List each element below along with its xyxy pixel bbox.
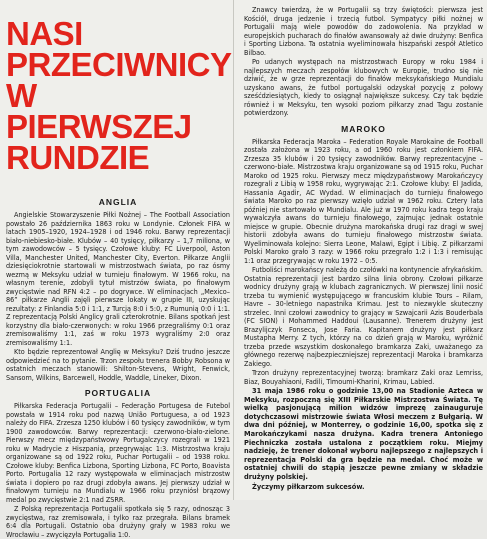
right-column [236, 0, 487, 500]
intro-paragraph-1: Znawcy twierdzą, że w Portugalii są trzy świętości: pierwsza jest Kościół, druga jedzenie i trzecią futbol. Sympatycy piłki nożnej w Portugalii mają wiele powodów do zadowolenia. Na przykład w europejskich pucharach do finałów awansowały aż dwie drużyny: Benfica i Sporting Lizbona. Ta ostatnia wyeliminowała hiszpański zespół Atletico Bilbao. [244, 5, 483, 57]
section-heading-anglia: ANGLIA [98, 197, 138, 207]
maroko-paragraph-3: Trzon drużyny reprezentacyjnej tworzą: bramkarz Zaki oraz Lemriss, Biaz, Bouyahiaoni, Fadili, Timoumi-Kharini, Krimau, Labied. [244, 368, 483, 386]
portugalia-paragraph-1: Piłkarska Federacja Portugalii – Federação Portugesa de Futebol powstała w 1914 roku pod nazwą União Portuguesa, a od 1923 należy do FIFA. Zrzesza 1250 klubów i 60 tysięcy zawodników, w tym 1900 zawodowców. Barwy reprezentacji: czerwono-biało-zielone. Pierwszy mecz międzypaństwowy Portugalczycy rozegrali w 1921 roku w Madrycie z Hiszpanią, przegrywając 1:3. Mistrzostwa kraju organizowane są od 1922 roku, Puchar Portugalii – od 1938 roku. Czołowe kluby: Benfica Lizbona, Sporting Lizbona, FC Porto, Boavista Porto. Portugalia 12 razy występowała w eliminacjach mistrzostw świata i dopiero po raz drugi zdobyła awans. Jej pierwszy udział w finałowym turnieju na Mundialu w 1966 roku przyniósł brązowy medal po zwycięstwie 2:1 nad ZSRR. [6, 401, 230, 504]
page-title [6, 15, 232, 176]
left-column [0, 0, 232, 539]
title-line-4: RUNDZIE [6, 139, 150, 176]
maroko-paragraph-1: Piłkarska Federacja Maroka – Federation Royale Marokaine de Football została założona w 1923 roku, a od 1960 roku jest członkiem FIFA. Zrzesza 35 klubów i 20 tysięcy zawodników. Barwy reprezentacyjne – czerwono-białe. Mistrzostwa kraju organizowane są od 1915 roku, Puchar Maroko od 1925 roku. Pierwszy mecz międzypaństwowy Marokańczycy rozegrali z Libią w 1958 roku, wygrywając 2:1. Czołowe kluby: El Jadida, Hassania Agadir, AC Wydad. W eliminacjach do turnieju finałowego świata Maroko po raz pierwszy wzięło udział w 1962 roku. Cztery lata później nie startowało w Mundialu. Ale już w 1970 roku kadra tego kraju wywalczyła awans do turnieju finałowego, zajmując jednak ostatnie miejsce w grupie. Obecnie drużyna marokańska drugi raz dragi w swej historii zdobyła awans do turnieju finałowego mistrzostw świata. Wyeliminowała kolejno: Sierra Leone, Malawi, Egipt i Libię. Z piłkarzami Polski Maroko grało 3 razy: w 1966 roku przegrało 1:2 i 1:3 i remisując 1:1 oraz przegrywając w roku 1972 – 0:5. [244, 136, 483, 265]
title-line-2: PRZECIWNICY [6, 46, 232, 83]
title-line-1: NASI [6, 15, 83, 52]
maroko-paragraph-2: Futboliści marokańscy należą do czołówki na kontynencie afrykańskim. Ostatnia reprezentacji jest bardzo silna linia obrony. Czołowi piłkarze wodnicy drużyny grają w klubach zagranicznych. W pierwszej linii nosić trzeba tu wymienić występującego w francuskim klubie Tours – Rilam, Havre – 30-letniego napastnika Krimau. Jest to niezwykle skuteczny strzelec. Inni czołowi zawodnicy to grający w Szwajcarii Azis Bouderbala (FC SION) i Mohammed Haddoui (Lausanne). Trenerem drużyny jest Brazylijczyk Fonseca, Jose Faria. Kapitanem drużyny jest piłkarz Mustapha Merry. Z tych, którzy na co dzień grają w Maroku, wyróżnić trzeba przede wszystkim doskonałego bramkarza Zaki, uważanego za głównego rezerwę najbezpieczniejszej reprezentacji Maroka i bramkarza Zakiego. [244, 265, 483, 368]
title-line-3: W PIERWSZEJ [6, 77, 192, 145]
section-heading-maroko: MAROKO [341, 123, 386, 134]
anglia-paragraph-1: Angielskie Stowarzyszenie Piłki Nożnej – The Football Association powstało 26 października 1863 roku w Londynie. Członek FIFA w latach 1905–1920, 1924–1928 i od 1946 roku. Barwy reprezentacji biało-niebiesko-białe. Klubów – 40 tysięcy, piłkarzy – 1,7 miliona, w tym zawodowców – 5 tysięcy. Czołowe kluby: FC Liverpool, Aston Villa, Manchester United, Manchester City, Everton. Piłkarze Anglii dziesięciokrotnie startowali w mistrzostwach świata, po raz ósmy wezmą w Meksyku udział w turnieju finałowym. W 1966 roku, na własnym terenie, zdobyli tytuł mistrzów świata, po finałowym zwycięstwie nad RFN 4:2 – po dogrywce. W eliminacjach „Mexico–86” piłkarze Anglii zajęli pierwsze lokaty w grupie III, uzyskując rezultaty: z Finlandia 5:0 i 1:1, z Turcją 8:0 i 5:0, z Rumunią 0:0 i 1:1. Z reprezentacją Polski Anglicy grali czterokrotnie. Bilans spotkań jest korzystny dla biało-czerwonych: w roku 1966 przegraliśmy 0:1 oraz zremisowaliśmy 1:1, zaś w roku 1973 wygraliśmy 2:0 oraz zremisowaliśmy 1:1. [6, 210, 230, 347]
anglia-paragraph-2: Kto będzie reprezentował Anglię w Meksyku? Dziś trudno jeszcze odpowiedzieć na to pytanie. Trzon zespołu trenera Bobby Robsona w ostatnich meczach stanowili: Shilton-Stevens, Wright, Fenwick, Sansom, Wilkins, Barcewell, Hoddle, Waddle, Lineker, Dixon. [6, 347, 230, 382]
portugalia-paragraph-2: Z Polską reprezentacja Portugalii spotkała się 5 razy, odnosząc 3 zwycięstwa, raz zremisowała, i tylko raz przegrała. Bilans bramek 6:4 dla Portugali. Ostatnio oba drużyny grały w 1983 roku we Wrocławiu – zwycięzyła Portugalia 1:0. [6, 504, 230, 539]
section-heading-portugalia: PORTUGALIA [84, 388, 152, 398]
intro-paragraph-2: Po udanych występach na mistrzostwach Europy w roku 1984 i najlepszych meczach zespołów klubowych w Europie, trudno się nie dziwić, że w grze reprezentacji do finałów meksykańskiego Mundialu uzyskano awans, że futbol portugalski odzyskał pozycję z połowy sześćdziesiątych, kiedy to osiągnął największe sukcesy. Czy tak będzie również i w Meksyku, ten wysoki poziom piłkarzy znad Tagu zostanie potwierdzony. [244, 57, 483, 117]
column-divider [233, 0, 234, 500]
closing-paragraph-2: Życzymy piłkarzom sukcesów. [252, 481, 365, 491]
closing-paragraph-1: 31 maja 1986 roku o godzinie 13,00 na Stadionie Azteca w Meksyku, rozpoczną się XIII Piłkarskie Mistrzostwa Świata. Tę wielką pasjonującą milion widzów imprezę zainauguruje dotychczasowi mistrzowie świata Włosi meczem z Bułgarią. W dwa dni później, w Monterrey, o godzinie 16,00, spotka się z Marokańczykami nasza drużyna. Kadra trenera Antoniego Piechniczka została ustalona z początkiem roku. Miejmy nadzieję, że trener dokonał wyboru najlepszego z najlepszych i reprezentacja Polski da gra będzie na medal. Choć może w ostatniej chwili do stąpią jeszcze pewne zmiany w składzie drużyny polskiej. [244, 386, 483, 481]
